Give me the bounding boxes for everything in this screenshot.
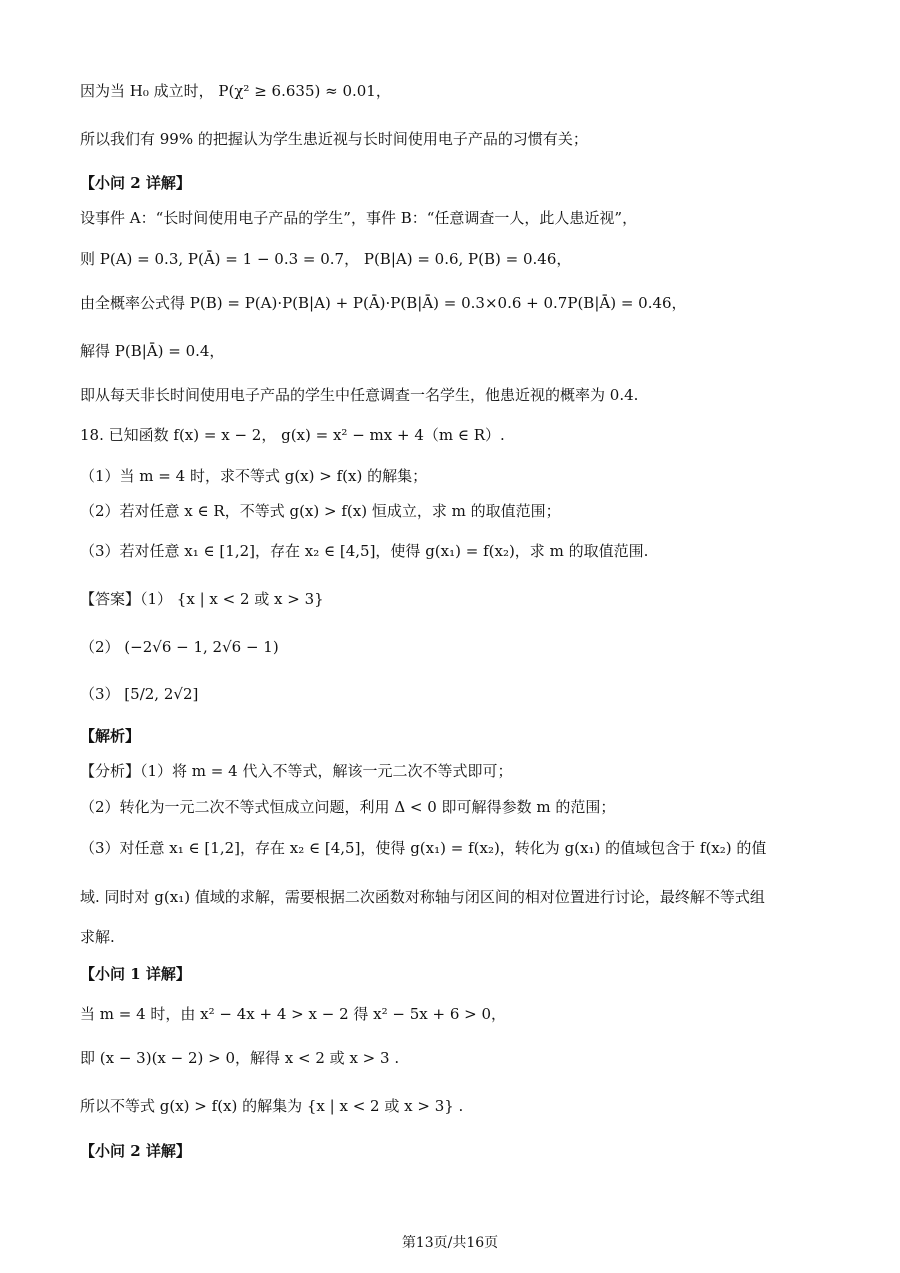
- section-heading: 【解析】: [80, 727, 141, 745]
- text-line: 则 P(A) = 0.3, P(Ā) = 1 − 0.3 = 0.7， P(B|A) = 0.6, P(B) = 0.46，: [80, 250, 572, 268]
- text-line: 所以不等式 g(x) > f(x) 的解集为 {x | x < 2 或 x > 3} .: [80, 1097, 464, 1115]
- answer-line: （2） (−2√6 − 1, 2√6 − 1): [80, 638, 279, 656]
- answer-line: 【答案】（1） {x | x < 2 或 x > 3}: [80, 590, 324, 608]
- text-line: 即 (x − 3)(x − 2) > 0，解得 x < 2 或 x > 3 .: [80, 1049, 400, 1067]
- analysis-line: （2）转化为一元二次不等式恒成立问题，利用 Δ < 0 即可解得参数 m 的范围；: [80, 798, 616, 816]
- analysis-line: 求解.: [80, 928, 115, 946]
- text-line: 当 m = 4 时，由 x² − 4x + 4 > x − 2 得 x² − 5x + 6 > 0，: [80, 1005, 507, 1023]
- analysis-line: 域. 同时对 g(x₁) 值域的求解，需要根据二次函数对称轴与闭区间的相对位置进行讨论，最终解不等式组: [80, 888, 765, 906]
- text-line: 解得 P(B|Ā) = 0.4，: [80, 342, 225, 360]
- analysis-line: （3）对任意 x₁ ∈ [1,2]，存在 x₂ ∈ [4,5]，使得 g(x₁) = f(x₂)，转化为 g(x₁) 的值域包含于 f(x₂) 的值: [80, 839, 767, 857]
- question-stem: 18. 已知函数 f(x) = x − 2， g(x) = x² − mx + 4（m ∈ R）.: [80, 426, 505, 444]
- text-line: 因为当 H₀ 成立时， P(χ² ≥ 6.635) ≈ 0.01，: [80, 82, 391, 100]
- text-line: 即从每天非长时间使用电子产品的学生中任意调查一名学生，他患近视的概率为 0.4.: [80, 386, 639, 404]
- section-heading: 【小问 2 详解】: [80, 174, 191, 192]
- text-line: 由全概率公式得 P(B) = P(A)·P(B|A) + P(Ā)·P(B|Ā) = 0.3×0.6 + 0.7P(B|Ā) = 0.46，: [80, 294, 687, 312]
- page-number: 第13页/共16页: [401, 1235, 499, 1251]
- section-heading: 【小问 2 详解】: [80, 1142, 191, 1160]
- text-line: 设事件 A：“长时间使用电子产品的学生”，事件 B：“任意调查一人，此人患近视”，: [80, 209, 638, 227]
- question-part: （1）当 m = 4 时，求不等式 g(x) > f(x) 的解集；: [80, 467, 428, 485]
- question-part: （3）若对任意 x₁ ∈ [1,2]，存在 x₂ ∈ [4,5]，使得 g(x₁) = f(x₂)，求 m 的取值范围.: [80, 542, 649, 560]
- question-part: （2）若对任意 x ∈ R，不等式 g(x) > f(x) 恒成立，求 m 的取值范围；: [80, 502, 561, 520]
- section-heading: 【小问 1 详解】: [80, 965, 191, 983]
- answer-line: （3） [5/2, 2√2]: [80, 685, 199, 703]
- analysis-line: 【分析】（1）将 m = 4 代入不等式，解该一元二次不等式即可；: [80, 762, 513, 780]
- text-line: 所以我们有 99% 的把握认为学生患近视与长时间使用电子产品的习惯有关；: [80, 130, 588, 148]
